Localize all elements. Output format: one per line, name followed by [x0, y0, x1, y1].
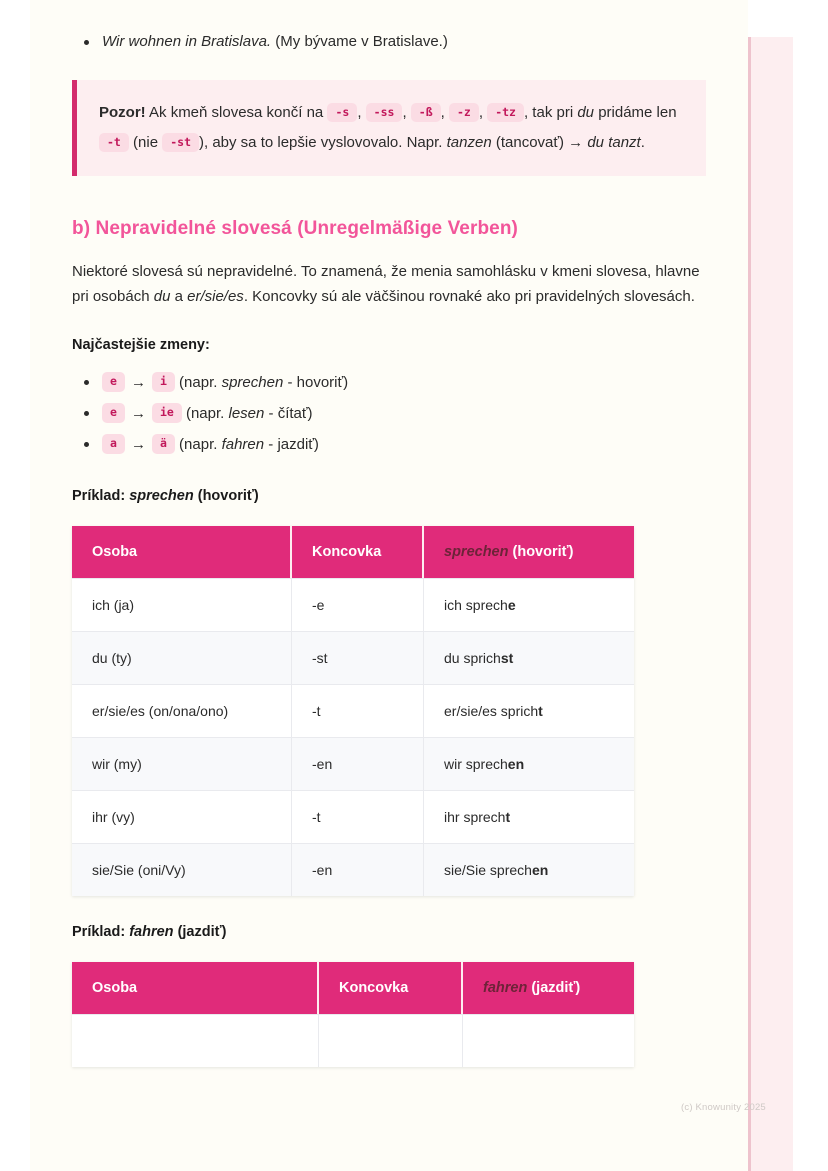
cell-ending: -e	[292, 578, 424, 631]
cell-form	[424, 631, 634, 684]
code-chip-z: -z	[449, 103, 479, 123]
column-header-koncovka: Koncovka	[292, 526, 424, 578]
table-row	[72, 843, 634, 896]
note-suffix-3: - jazdiť)	[268, 435, 319, 453]
column-header-verb	[463, 962, 634, 1014]
german-sentence: Wir wohnen in Bratislava.	[102, 33, 272, 50]
form-stem: ich sprech	[444, 596, 508, 613]
fahren-conjugation-table	[72, 962, 634, 1067]
sprechen-table-body	[72, 578, 634, 896]
code-chip-t: -t	[99, 133, 129, 153]
callout-example-result: du tanzt	[587, 134, 641, 152]
table-row	[72, 684, 634, 737]
comma-2: ,	[402, 104, 407, 122]
code-chip-ss: -ss	[366, 103, 403, 123]
form-stem: er/sie/es sprich	[444, 702, 539, 719]
cell-person	[72, 1014, 319, 1067]
example-sentence-list	[72, 30, 706, 54]
note-verb-2: lesen	[228, 404, 265, 422]
note-prefix-3: (napr.	[179, 435, 218, 453]
form-stem: ihr sprech	[444, 808, 506, 825]
cell-person: wir (my)	[72, 737, 292, 790]
label-verb: fahren	[129, 923, 174, 940]
table-row	[72, 1014, 634, 1067]
form-stem: sie/Sie sprech	[444, 861, 532, 878]
sprechen-example-label	[72, 488, 706, 504]
column-header-osoba: Osoba	[72, 962, 319, 1014]
slovak-translation: (My bývame v Bratislave.)	[275, 33, 448, 50]
header-verb-name: sprechen	[444, 543, 509, 560]
cell-form	[424, 790, 634, 843]
code-chip-sz: -ß	[411, 103, 441, 123]
vowel-chip-to-2: ie	[152, 403, 182, 423]
callout-example-arrow: →	[568, 134, 584, 152]
cell-person: ihr (vy)	[72, 790, 292, 843]
header-verb-name: fahren	[483, 979, 528, 996]
intro-paragraph	[72, 260, 706, 309]
callout-italic-du: du	[577, 104, 595, 122]
cell-form	[424, 578, 634, 631]
callout-lead: Pozor!	[99, 104, 146, 122]
cell-person: du (ty)	[72, 631, 292, 684]
table-row	[72, 578, 634, 631]
form-ending: en	[507, 755, 525, 772]
intro-italic-ersiees: er/sie/es	[187, 287, 244, 305]
callout-text-2: , tak pri	[523, 104, 574, 122]
vowel-changes-list	[72, 367, 706, 460]
callout-text-5: ), aby sa to lepšie vyslovovalo. Napr.	[199, 134, 443, 152]
table-header-row	[72, 962, 634, 1014]
intro-part-1: Niektoré slovesá sú nepravidelné. To znamená, že menia samohlásku v kmeni slovesa, hlavne pri osobách	[72, 263, 700, 305]
pozor-callout	[72, 80, 706, 176]
column-header-verb	[424, 526, 634, 578]
note-prefix-1: (napr.	[179, 373, 218, 391]
right-side-pink-panel	[751, 37, 793, 1171]
note-suffix-1: - hovoriť)	[287, 373, 349, 391]
callout-text	[99, 98, 686, 158]
header-verb-suffix: (hovoriť)	[508, 543, 574, 560]
cell-form	[424, 684, 634, 737]
intro-part-2: a	[174, 287, 183, 305]
document-page	[30, 0, 748, 1171]
code-chip-s: -s	[327, 103, 357, 123]
fahren-table-body	[72, 1014, 634, 1067]
intro-part-3: . Koncovky sú ale väčšinou rovnaké ako pri pravidelných slovesách.	[243, 287, 695, 305]
cell-ending: -st	[292, 631, 424, 684]
document-content	[30, 0, 748, 1067]
sprechen-conjugation-table	[72, 526, 634, 896]
note-prefix-2: (napr.	[185, 404, 225, 422]
label-suffix: (hovoriť)	[197, 487, 259, 504]
callout-text-4: (nie	[133, 134, 159, 152]
vowel-chip-from-2: e	[102, 403, 125, 423]
fahren-example-label	[72, 924, 706, 940]
callout-example-verb: tanzen	[446, 134, 492, 152]
cell-ending: -en	[292, 737, 424, 790]
list-item	[72, 30, 706, 54]
form-ending: t	[538, 702, 543, 719]
cell-ending: -t	[292, 684, 424, 737]
cell-form	[424, 737, 634, 790]
label-prefix: Príklad:	[72, 923, 126, 940]
callout-text-1: Ak kmeň slovesa končí na	[149, 104, 324, 122]
vowel-chip-to-1: i	[152, 372, 175, 392]
vowel-chip-to-3: ä	[152, 434, 175, 454]
cell-person: sie/Sie (oni/Vy)	[72, 843, 292, 896]
intro-italic-du: du	[153, 287, 171, 305]
note-verb-1: sprechen	[221, 373, 284, 391]
cell-ending: -en	[292, 843, 424, 896]
table-row	[72, 631, 634, 684]
cell-form	[424, 843, 634, 896]
cell-ending	[319, 1014, 463, 1067]
form-ending: t	[505, 808, 511, 825]
arrow-icon: →	[130, 435, 146, 453]
note-verb-3: fahren	[221, 435, 265, 453]
form-ending: en	[531, 861, 549, 878]
form-ending: st	[500, 649, 514, 666]
changes-label: Najčastejšie zmeny:	[72, 336, 210, 353]
cell-ending: -t	[292, 790, 424, 843]
vowel-chip-from-1: e	[102, 372, 125, 392]
list-item	[72, 429, 706, 460]
label-prefix: Príklad:	[72, 487, 126, 504]
comma-1: ,	[357, 104, 362, 122]
cell-form	[463, 1014, 634, 1067]
comma-3: ,	[440, 104, 445, 122]
callout-example-translation: (tancovať)	[495, 134, 564, 152]
column-header-osoba: Osoba	[72, 526, 292, 578]
copyright-watermark: (c) Knowunity 2025	[681, 1102, 766, 1113]
code-chip-tz: -tz	[487, 103, 524, 123]
callout-example-period: .	[640, 134, 645, 152]
cell-person: er/sie/es (on/ona/ono)	[72, 684, 292, 737]
form-stem: du sprich	[444, 649, 501, 666]
column-header-koncovka: Koncovka	[319, 962, 463, 1014]
table-row	[72, 790, 634, 843]
section-heading: b) Nepravidelné slovesá (Unregelmäßige Verben)	[72, 218, 518, 240]
label-suffix: (jazdiť)	[177, 923, 227, 940]
arrow-icon: →	[130, 404, 146, 422]
vowel-chip-from-3: a	[102, 434, 125, 454]
list-item	[72, 398, 706, 429]
header-verb-suffix: (jazdiť)	[527, 979, 581, 996]
note-suffix-2: - čítať)	[268, 404, 313, 422]
arrow-icon: →	[130, 373, 146, 391]
form-ending: e	[507, 596, 516, 613]
cell-person: ich (ja)	[72, 578, 292, 631]
code-chip-st: -st	[162, 133, 199, 153]
callout-text-3: pridáme len	[598, 104, 677, 122]
table-header-row	[72, 526, 634, 578]
list-item	[72, 367, 706, 398]
label-verb: sprechen	[129, 487, 194, 504]
form-stem: wir sprech	[444, 755, 508, 772]
comma-4: ,	[478, 104, 484, 122]
table-row	[72, 737, 634, 790]
